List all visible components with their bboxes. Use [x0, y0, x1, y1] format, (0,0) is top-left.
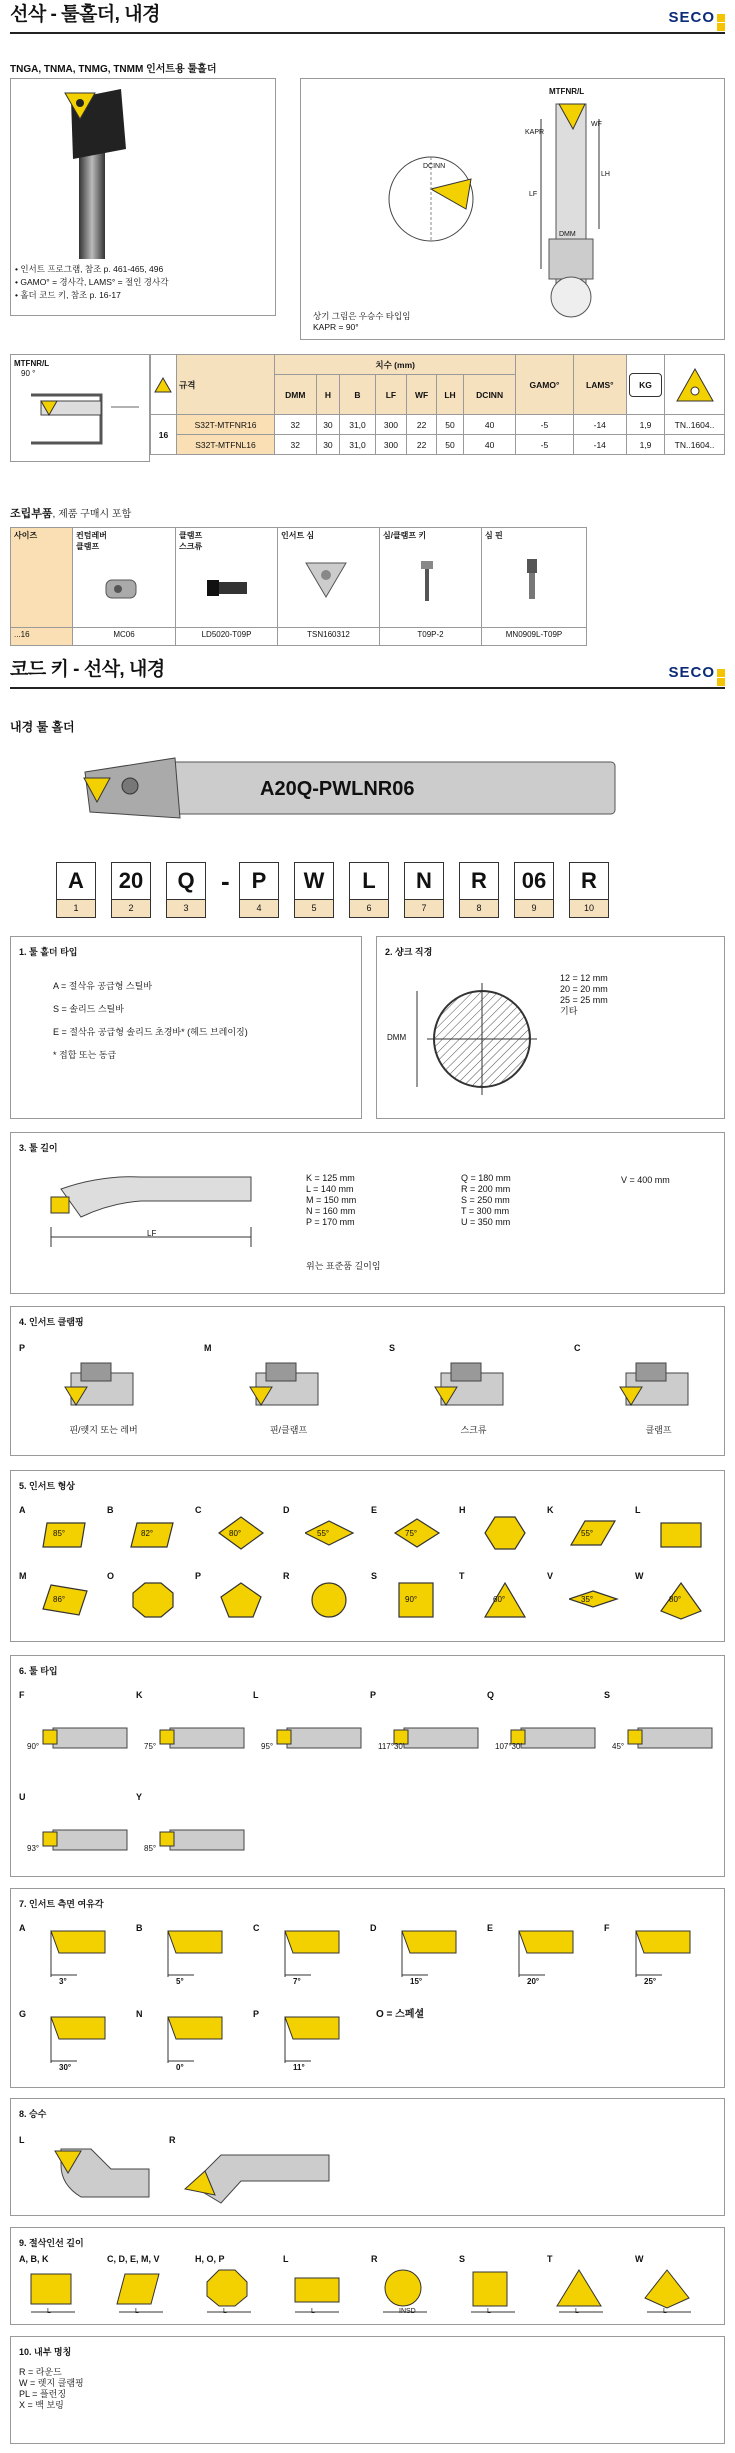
s7-angle: 20°: [527, 1977, 540, 1986]
s6-code: U: [19, 1792, 26, 1802]
shank-diameter-drawing: [387, 967, 547, 1107]
parts-col-pin: 심 핀: [482, 528, 587, 628]
insert-shape-m-icon: [41, 1581, 91, 1621]
cell: 30: [316, 415, 340, 435]
label-wf: WF: [591, 121, 602, 128]
s6-angle: 117°30': [378, 1742, 405, 1751]
clamping-system-icon: [616, 1357, 696, 1417]
s7-code: P: [253, 2009, 260, 2019]
s3-length: K = 125 mm: [306, 1173, 355, 1183]
section-9: [10, 2227, 725, 2325]
cutting-edge-shape-icon: [291, 2268, 351, 2316]
s7-angle: 15°: [410, 1977, 423, 1986]
s9-length-label: L: [311, 2308, 315, 2315]
cell: TN..1604..: [665, 415, 725, 435]
s5-angle: 90°: [405, 1595, 418, 1604]
s3-length: T = 300 mm: [461, 1206, 510, 1216]
s6-code: L: [253, 1690, 259, 1700]
table-row: [151, 415, 725, 435]
page2-subtitle: 내경 툴 홀더: [10, 720, 75, 734]
s4-title: 4. 인서트 클램핑: [19, 1317, 84, 1327]
s9-code: L: [283, 2254, 289, 2264]
insert-icon-cell: [151, 355, 177, 415]
page1-subtitle: TNGA, TNMA, TNMG, TNMM 인서트용 툴홀더: [10, 64, 217, 75]
s5-code: C: [195, 1505, 202, 1515]
code-letter-box: A: [56, 862, 96, 900]
section-3: [10, 1132, 725, 1294]
s5-angle: 55°: [317, 1529, 330, 1538]
s9-length-label: L: [135, 2308, 139, 2315]
clamping-system-icon: [61, 1357, 141, 1417]
col-gamo: GAMO°: [516, 355, 573, 415]
insert-shape-v-icon: [569, 1581, 619, 1621]
label-lf: LF: [529, 191, 538, 198]
bullet-2: • GAMO° = 경사각, LAMS° = 절인 경사각: [15, 277, 169, 287]
s7-code: C: [253, 1923, 260, 1933]
cell: 50: [437, 435, 464, 455]
parts-lever-code: MC06: [73, 628, 176, 646]
diagram-type-label: MTFNR/L: [549, 87, 585, 96]
insert-shape-o-icon: [129, 1581, 179, 1621]
lever-clamp-icon: [96, 560, 156, 610]
seco-logo-2: SECO: [668, 664, 725, 681]
table-row: [151, 435, 725, 455]
s1-title: 1. 툴 홀더 타입: [19, 947, 78, 957]
type-drawing: [21, 383, 146, 453]
insert-shape-l-icon: [657, 1515, 707, 1555]
s6-code: Q: [487, 1690, 495, 1700]
code-position-number: 8: [459, 900, 499, 918]
tool-type-s-icon: [624, 1708, 714, 1768]
s5-code: P: [195, 1571, 202, 1581]
col-dmm: DMM: [275, 375, 317, 415]
insert-shape-cell: [665, 355, 725, 415]
s3-length: V = 400 mm: [621, 1175, 670, 1185]
code-letter-box: W: [294, 862, 334, 900]
s4-label: 핀/렛지 또는 레버: [69, 1425, 138, 1435]
s6-angle: 107°30': [495, 1742, 522, 1751]
dim-header: 치수 (mm): [275, 355, 516, 375]
kg-cell: [627, 355, 665, 415]
col-lh: LH: [437, 375, 464, 415]
code-position-number: 6: [349, 900, 389, 918]
cell: TN..1604..: [665, 435, 725, 455]
type-drawing-box: [10, 354, 150, 462]
s1-line: S = 솔리드 스틸바: [53, 1004, 124, 1014]
s3-length: Q = 180 mm: [461, 1173, 511, 1183]
page1-header: [10, 0, 725, 34]
cell: 30: [316, 435, 340, 455]
cell: 1,9: [627, 435, 665, 455]
cell: 32: [275, 415, 317, 435]
clearance-angle-d-icon: [398, 1927, 460, 1983]
s7-angle: 30°: [59, 2063, 72, 2072]
s10-title: 10. 내부 명칭: [19, 2347, 72, 2357]
s6-code: F: [19, 1690, 25, 1700]
insert-shape-w-icon: [657, 1581, 707, 1621]
s9-code: W: [635, 2254, 644, 2264]
code-position-number: 7: [404, 900, 444, 918]
s7-title: 7. 인서트 측면 여유각: [19, 1899, 104, 1909]
insert-yellow-triangle-icon: [675, 367, 715, 403]
s5-code: W: [635, 1571, 644, 1581]
insert-shape-c-icon: [217, 1515, 267, 1555]
s9-length-label: L: [663, 2308, 667, 2315]
code-position-number: 2: [111, 900, 151, 918]
parts-size-header: 사이즈: [11, 528, 73, 628]
cutting-edge-shape-icon: [115, 2268, 175, 2316]
s5-code: M: [19, 1571, 27, 1581]
cutting-edge-shape-icon: [27, 2268, 87, 2316]
cell: 50: [437, 415, 464, 435]
right-hand-holder-icon: [181, 2145, 331, 2205]
cutting-edge-shape-icon: [467, 2268, 527, 2316]
page2-title: 코드 키 - 선삭, 내경: [10, 659, 165, 680]
code-position-number: 1: [56, 900, 96, 918]
insert-shape-b-icon: [129, 1515, 179, 1555]
diagram-kapr: KAPR = 90°: [313, 322, 359, 332]
s3-length: N = 160 mm: [306, 1206, 356, 1216]
cutting-edge-shape-icon: [555, 2268, 615, 2316]
parts-col-lever: 컨텀레버 클램프: [73, 528, 176, 628]
tool-holder-photo: [11, 79, 277, 259]
s4-code: P: [19, 1343, 26, 1353]
s9-length-label: L: [575, 2308, 579, 2315]
s10-line: R = 라운드: [19, 2367, 62, 2377]
cell: 31,0: [340, 415, 375, 435]
s7-code: N: [136, 2009, 143, 2019]
s4-code: M: [204, 1343, 212, 1353]
cell: 32: [275, 435, 317, 455]
s2-line: 20 = 20 mm: [560, 984, 608, 994]
s7-code: E: [487, 1923, 494, 1933]
col-h: H: [316, 375, 340, 415]
cell: 31,0: [340, 435, 375, 455]
s9-length-label: L: [223, 2308, 227, 2315]
s4-code: C: [574, 1343, 581, 1353]
clearance-angle-n-icon: [164, 2013, 226, 2069]
s5-angle: 80°: [669, 1595, 682, 1604]
s7-code: A: [19, 1923, 26, 1933]
s5-angle: 80°: [229, 1529, 242, 1538]
s10-line: W = 렛지 클램핑: [19, 2378, 84, 2388]
s6-angle: 85°: [144, 1844, 157, 1853]
insert-shape-k-icon: [569, 1515, 619, 1555]
col-spec: 규격: [177, 355, 275, 415]
clamping-system-icon: [431, 1357, 511, 1417]
col-lams: LAMS°: [573, 355, 626, 415]
s7-angle: 3°: [59, 1977, 67, 1986]
parts-table: [10, 527, 587, 646]
code-position-number: 3: [166, 900, 206, 918]
s6-angle: 95°: [261, 1742, 274, 1751]
s3-title: 3. 툴 길이: [19, 1143, 58, 1153]
s7-special: O = 스페셜: [376, 2009, 425, 2020]
s7-code: D: [370, 1923, 377, 1933]
insert-triangle-icon: [153, 376, 173, 394]
s3-length: P = 170 mm: [306, 1217, 355, 1227]
section-7: [10, 1888, 725, 2088]
s6-angle: 75°: [144, 1742, 157, 1751]
s5-angle: 60°: [493, 1595, 506, 1604]
insert-shape-d-icon: [305, 1515, 355, 1555]
s6-angle: 93°: [27, 1844, 40, 1853]
clamping-system-icon: [246, 1357, 326, 1417]
code-separator: -: [221, 866, 230, 896]
cutting-edge-shape-icon: [203, 2268, 263, 2316]
parts-key-code: T09P-2: [380, 628, 482, 646]
s3-length: U = 350 mm: [461, 1217, 511, 1227]
cell: -5: [516, 415, 573, 435]
s7-angle: 7°: [293, 1977, 301, 1986]
s9-code: H, O, P: [195, 2254, 225, 2264]
col-wf: WF: [407, 375, 437, 415]
s9-length-label: L: [47, 2308, 51, 2315]
parts-shim-code: TSN160312: [278, 628, 380, 646]
parts-col-screw: 클램프 스크류: [176, 528, 278, 628]
section-4: [10, 1306, 725, 1456]
s9-length-label: INSD: [399, 2308, 416, 2315]
s5-angle: 55°: [581, 1529, 594, 1538]
s6-code: P: [370, 1690, 377, 1700]
s4-code: S: [389, 1343, 396, 1353]
bullet-3: • 홀더 코드 키, 참조 p. 16-17: [15, 290, 121, 300]
s2-line: 기타: [560, 1006, 578, 1016]
s5-code: E: [371, 1505, 378, 1515]
s5-code: O: [107, 1571, 115, 1581]
s2-title: 2. 샹크 직경: [385, 947, 433, 957]
cell: 300: [375, 435, 407, 455]
tool-type-k-icon: [156, 1708, 246, 1768]
clearance-angle-e-icon: [515, 1927, 577, 1983]
section-10: [10, 2336, 725, 2444]
parts-col-key: 심/클램프 키: [380, 528, 482, 628]
cutting-edge-shape-icon: [643, 2268, 703, 2316]
clearance-angle-g-icon: [47, 2013, 109, 2069]
insert-shim-icon: [301, 557, 361, 607]
left-hand-holder-icon: [41, 2145, 151, 2205]
diagram-note: 상기 그림은 우승수 타입임: [313, 311, 411, 321]
s3-note: 위는 표준품 길이임: [306, 1261, 381, 1271]
s6-angle: 45°: [612, 1742, 625, 1751]
code-letter-box: 20: [111, 862, 151, 900]
s3-length: L = 140 mm: [306, 1184, 354, 1194]
s4-label: 핀/클램프: [269, 1425, 308, 1435]
cell: 40: [463, 435, 515, 455]
s7-code: F: [604, 1923, 610, 1933]
s3-length: R = 200 mm: [461, 1184, 511, 1194]
technical-drawing-box: [300, 78, 725, 340]
s10-line: X = 백 보링: [19, 2400, 64, 2410]
s7-code: B: [136, 1923, 143, 1933]
cell: -14: [573, 415, 626, 435]
tool-type-p-icon: [390, 1708, 480, 1768]
label-lh: LH: [601, 171, 610, 178]
s7-angle: 0°: [176, 2063, 184, 2072]
parts-pin-code: MN0909L-T09P: [482, 628, 587, 646]
shim-pin-icon: [505, 557, 565, 607]
s7-code: G: [19, 2009, 27, 2019]
clearance-angle-p-icon: [281, 2013, 343, 2069]
tool-type-q-icon: [507, 1708, 597, 1768]
code-letter-box: R: [459, 862, 499, 900]
s8-title: 8. 승수: [19, 2109, 47, 2119]
section-8: [10, 2098, 725, 2216]
tool-length-drawing: [41, 1167, 261, 1257]
insert-shape-a-icon: [41, 1515, 91, 1555]
insert-shape-e-icon: [393, 1515, 443, 1555]
kg-weight-icon: KG: [629, 373, 662, 397]
parts-col-shim: 인서트 심: [278, 528, 380, 628]
clearance-angle-c-icon: [281, 1927, 343, 1983]
s5-angle: 75°: [405, 1529, 418, 1538]
label-dmm: DMM: [559, 231, 576, 238]
code-position-number: 9: [514, 900, 554, 918]
s5-code: T: [459, 1571, 465, 1581]
code-letter-box: R: [569, 862, 609, 900]
s5-title: 5. 인서트 형상: [19, 1481, 75, 1491]
s5-code: D: [283, 1505, 290, 1515]
s5-code: A: [19, 1505, 26, 1515]
code-letter-box: L: [349, 862, 389, 900]
s2-dmm-label: DMM: [387, 1033, 407, 1042]
s9-code: R: [371, 2254, 378, 2264]
cell: 22: [407, 435, 437, 455]
parts-title: 조립부품, 제품 구매시 포함: [10, 508, 132, 520]
code-letter-box: N: [404, 862, 444, 900]
section-1: [10, 936, 362, 1119]
s5-code: R: [283, 1571, 290, 1581]
page1-title: 선삭 - 툴홀더, 내경: [10, 4, 160, 25]
cell: -14: [573, 435, 626, 455]
s8-right: R: [169, 2135, 176, 2145]
clearance-angle-f-icon: [632, 1927, 694, 1983]
left-angle-label: 90 °: [21, 369, 36, 378]
s9-title: 9. 절삭인선 길이: [19, 2238, 84, 2248]
seco-logo: SECO: [668, 9, 725, 26]
s5-code: L: [635, 1505, 641, 1515]
cell: -5: [516, 435, 573, 455]
s9-code: T: [547, 2254, 553, 2264]
cell: 1,9: [627, 415, 665, 435]
section-5: [10, 1470, 725, 1642]
s5-code: B: [107, 1505, 114, 1515]
s5-code: K: [547, 1505, 554, 1515]
s1-line: * 접합 또는 동급: [53, 1050, 117, 1060]
s6-code: K: [136, 1690, 143, 1700]
s9-code: A, B, K: [19, 2254, 49, 2264]
page2-header: [10, 655, 725, 689]
insert-shape-p-icon: [217, 1581, 267, 1621]
s5-code: H: [459, 1505, 466, 1515]
cell: 300: [375, 415, 407, 435]
clearance-angle-a-icon: [47, 1927, 109, 1983]
parts-screw-code: LD5020-T09P: [176, 628, 278, 646]
cell: 22: [407, 415, 437, 435]
clearance-angle-b-icon: [164, 1927, 226, 1983]
code-key-row: [56, 862, 676, 922]
code-letter-box: 06: [514, 862, 554, 900]
s10-line: PL = 플런징: [19, 2389, 67, 2399]
s3-length: M = 150 mm: [306, 1195, 357, 1205]
label-dcinn: DCINN: [423, 163, 446, 170]
s5-angle: 82°: [141, 1529, 154, 1538]
s8-left: L: [19, 2135, 25, 2145]
size-cell: 16: [151, 415, 177, 455]
s9-code: C, D, E, M, V: [107, 2254, 160, 2264]
col-dcinn: DCINN: [463, 375, 515, 415]
clamp-screw-icon: [199, 560, 259, 610]
label-kapr: KAPR: [525, 129, 545, 136]
s2-line: 12 = 12 mm: [560, 973, 608, 983]
example-code: A20Q-PWLNR06: [260, 778, 415, 800]
s1-line: E = 절삭유 공급형 솔리드 초경바* (헤드 브레이징): [53, 1027, 248, 1037]
tool-type-l-icon: [273, 1708, 363, 1768]
s5-angle: 86°: [53, 1595, 66, 1604]
spec-table: [150, 354, 725, 455]
bullet-1: • 인서트 프로그램, 참조 p. 461-465, 496: [15, 264, 164, 274]
tool-type-u-icon: [39, 1810, 129, 1870]
s6-title: 6. 툴 타입: [19, 1666, 58, 1676]
s1-line: A = 절삭유 공급형 스틸바: [53, 981, 153, 991]
s6-code: S: [604, 1690, 611, 1700]
insert-shape-s-icon: [393, 1581, 443, 1621]
s3-lf-label: LF: [147, 1229, 157, 1238]
s4-label: 스크류: [460, 1425, 487, 1435]
product-image-box: [10, 78, 276, 316]
s5-angle: 85°: [53, 1529, 66, 1538]
code-letter-box: Q: [166, 862, 206, 900]
code-position-number: 10: [569, 900, 609, 918]
s9-code: S: [459, 2254, 466, 2264]
col-b: B: [340, 375, 375, 415]
tool-type-y-icon: [156, 1810, 246, 1870]
s6-code: Y: [136, 1792, 143, 1802]
s7-angle: 11°: [293, 2063, 305, 2072]
s5-angle: 35°: [581, 1595, 594, 1604]
shim-key-icon: [403, 557, 463, 607]
s7-angle: 5°: [176, 1977, 184, 1986]
s5-code: V: [547, 1571, 554, 1581]
row-code: S32T-MTFNR16: [177, 415, 275, 435]
code-position-number: 4: [239, 900, 279, 918]
code-letter-box: P: [239, 862, 279, 900]
tool-type-f-icon: [39, 1708, 129, 1768]
insert-shape-r-icon: [305, 1581, 355, 1621]
s3-length: S = 250 mm: [461, 1195, 510, 1205]
section-6: [10, 1655, 725, 1877]
cell: 40: [463, 415, 515, 435]
col-lf: LF: [375, 375, 407, 415]
row-code: S32T-MTFNL16: [177, 435, 275, 455]
section-2: [376, 936, 725, 1119]
code-position-number: 5: [294, 900, 334, 918]
left-type-label: MTFNR/L: [14, 359, 50, 368]
s7-angle: 25°: [644, 1977, 657, 1986]
s4-label: 클램프: [645, 1425, 672, 1435]
holder-dimension-drawing: [301, 79, 726, 341]
parts-size-cell: ...16: [11, 628, 73, 646]
insert-shape-t-icon: [481, 1581, 531, 1621]
s9-length-label: L: [487, 2308, 491, 2315]
s5-code: S: [371, 1571, 378, 1581]
insert-shape-h-icon: [481, 1515, 531, 1555]
s6-angle: 90°: [27, 1742, 40, 1751]
s2-line: 25 = 25 mm: [560, 995, 608, 1005]
